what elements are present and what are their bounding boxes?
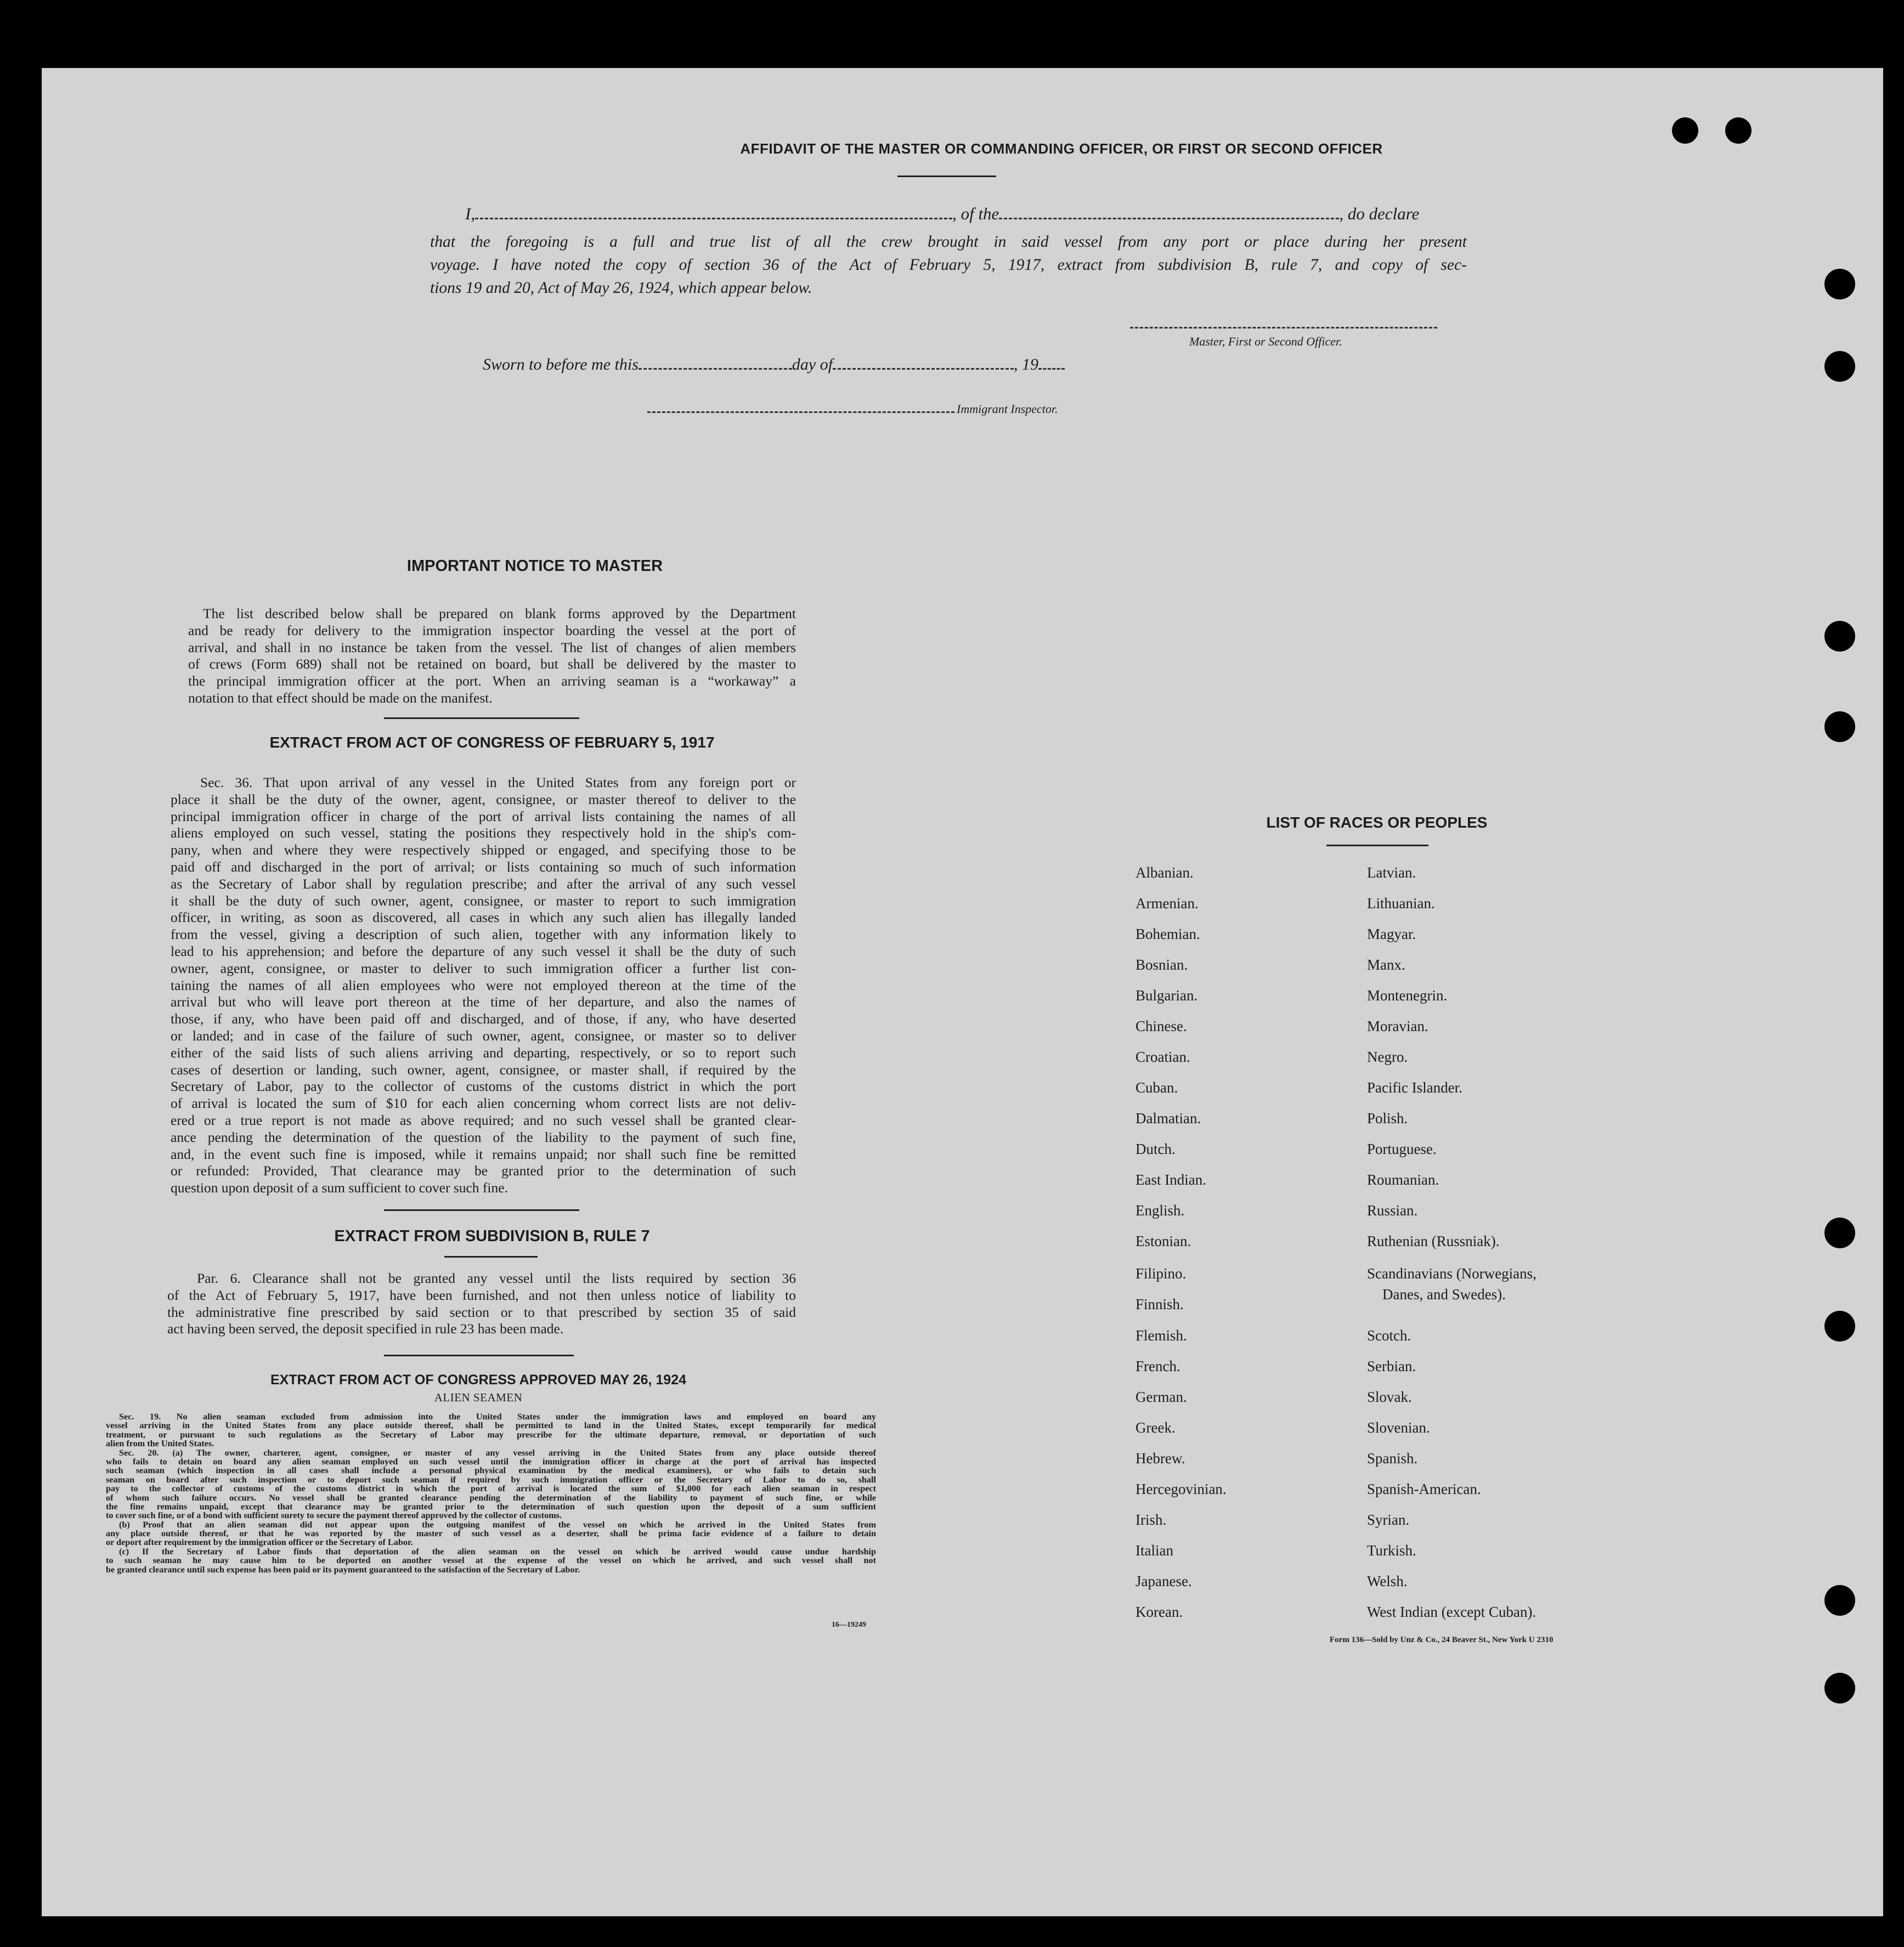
master-signature-caption: Master, First or Second Officer. — [1189, 335, 1342, 348]
race-item: Bosnian. — [1135, 956, 1188, 973]
sworn-year-field[interactable] — [1038, 368, 1065, 370]
rule-7-line: Par. 6. Clearance shall not be granted any vessel until the lists required by section 36 — [197, 1270, 796, 1286]
act-1924-heading: EXTRACT FROM ACT OF CONGRESS APPROVED MAY 26, 1924 — [270, 1372, 687, 1388]
act-1917-line: taining the names of all alien employees who were not employed thereon at the time of the — [171, 977, 796, 993]
declaration-of-the: , of the — [952, 204, 999, 223]
notice-heading: IMPORTANT NOTICE TO MASTER — [406, 557, 663, 575]
races-heading-rule — [1326, 845, 1428, 846]
act-1924-line: (b) Proof that an alien seaman did not appear upon the outgoing manifest of the vessel on which he arrived in the United States from — [119, 1519, 876, 1530]
act-1924-line: to cover such fine, or of a bond with sufficient surety to secure the payment thereof approved by the collector of customs. — [106, 1510, 562, 1521]
declaration-line: voyage. I have noted the copy of section 36 of the Act of February 5, 1917, extract from subdivision B, rule 7, and copy of sec- — [430, 256, 1467, 274]
race-item: Spanish. — [1367, 1450, 1418, 1467]
race-item: Russian. — [1367, 1202, 1418, 1219]
race-item: Dalmatian. — [1135, 1110, 1201, 1127]
act-1917-heading: EXTRACT FROM ACT OF CONGRESS OF FEBRUARY 5, 1917 — [269, 734, 715, 751]
act-1924-line: seaman on board after such inspection or to deport such seaman if required by such immigration officer or the Secretary of Labor to do so, shall — [106, 1474, 876, 1485]
affidavit-heading: AFFIDAVIT OF THE MASTER OR COMMANDING OFFICER, OR FIRST OR SECOND OFFICER — [740, 140, 1383, 157]
punch-hole-top-left — [1672, 117, 1698, 144]
race-item: Montenegrin. — [1367, 987, 1448, 1004]
race-item: Portuguese. — [1367, 1141, 1437, 1157]
act-1917-line: aliens employed on such vessel, stating the positions they respectively hold in the ship's com- — [171, 825, 796, 841]
declaration-line: that the foregoing is a full and true list of all the crew brought in said vessel from any port or place during her present — [430, 233, 1467, 251]
inspector-signature-field[interactable] — [647, 411, 954, 413]
act-1917-line: owner, agent, consignee, or master to deliver to such immigration officer a further list con- — [171, 960, 796, 976]
rule-7-divider — [384, 1355, 574, 1356]
race-item: Armenian. — [1135, 895, 1199, 912]
race-item: West Indian (except Cuban). — [1367, 1604, 1536, 1620]
declaration-line: tions 19 and 20, Act of May 26, 1924, which appear below. — [430, 279, 812, 297]
act-1917-line: those, if any, who have been paid off and discharged, and of those, if any, who have deserted — [171, 1011, 796, 1027]
punch-hole-right-3 — [1824, 621, 1855, 652]
act-1924-line: Sec. 20. (a) The owner, charterer, agent, consignee, or master of any vessel arriving in the United States from any place outside thereof — [119, 1447, 876, 1458]
race-item: Roumanian. — [1367, 1171, 1439, 1188]
race-item: Turkish. — [1367, 1542, 1416, 1559]
act-1917-line: Sec. 36. That upon arrival of any vessel in the United States from any foreign port or — [200, 774, 796, 790]
act-1924-line: treatment, or pursuant to such regulations as the Secretary of Labor may prescribe for the ultimate departure, removal, or deportation of such — [106, 1429, 876, 1440]
notice-line: and be ready for delivery to the immigration inspector boarding the vessel at the port of — [188, 622, 796, 638]
race-item: English. — [1135, 1202, 1185, 1219]
race-item: German. — [1135, 1389, 1187, 1405]
act-1917-line: arrival but who will leave port thereon at the time of her departure, and also the names of — [171, 994, 796, 1010]
rule-7-text — [167, 1270, 796, 1338]
act-1917-line: ered or a true report is not made as above required; and no such vessel shall be granted clear- — [171, 1112, 796, 1128]
act-1924-line: such seaman (which inspection in all cases shall include a personal physical examination by the medical examiners), or who fails to detain such — [106, 1465, 876, 1476]
act-1924-line: who fails to detain on board any alien seaman employed on such vessel until the immigration officer in charge at the port of arrival has inspected — [106, 1456, 876, 1467]
day-of-label: day of — [792, 355, 833, 373]
race-item: Croatian. — [1135, 1049, 1190, 1065]
act-1917-line: and, in the event such fine is imposed, while it remains unpaid; nor shall such fine be remitted — [171, 1146, 796, 1162]
form-footer: Form 136—Sold by Unz & Co., 24 Beaver St., New York U 2310 — [1330, 1635, 1553, 1644]
act-1917-line: paid off and discharged in the port of arrival; or lists containing so much of such information — [171, 858, 796, 875]
punch-hole-right-1 — [1824, 269, 1855, 299]
notice-line: the principal immigration officer at the port. When an arriving seaman is a “workaway” a — [188, 673, 796, 689]
race-item: Bohemian. — [1135, 926, 1200, 942]
race-item: Japanese. — [1135, 1573, 1192, 1589]
affidavit-declaration-line — [465, 204, 1467, 224]
race-item: Bulgarian. — [1135, 987, 1198, 1004]
act-1924-line: pay to the collector of customs of the customs district in which the port of arrival is located the sum of $1,000 for each alien seaman in respect — [106, 1484, 876, 1494]
rule-7-line: the administrative fine prescribed by said section or to that prescribed by section 35 of said — [167, 1304, 796, 1320]
rule-7-line: of the Act of February 5, 1917, have been furnished, and not then unless notice of liability to — [167, 1287, 796, 1303]
punch-hole-right-7 — [1824, 1585, 1855, 1616]
notice-line: notation to that effect should be made on the manifest. — [188, 689, 493, 706]
race-item: Greek. — [1135, 1419, 1176, 1436]
punch-hole-top-right — [1725, 117, 1752, 144]
race-item: Lithuanian. — [1367, 895, 1435, 912]
race-item: Albanian. — [1135, 864, 1194, 881]
act-1924-line: to such seaman he may cause him to be deported on another vessel at the expense of the vessel on which he arrived, and such vessel shall not — [106, 1555, 876, 1566]
act-1917-line: pany, when and where they were respectively shipped or engaged, and specifying those to be — [171, 842, 796, 858]
master-signature-field[interactable] — [1130, 327, 1437, 329]
act-1924-line: alien from the United States. — [106, 1439, 214, 1449]
notice-line: The list described below shall be prepared on blank forms approved by the Department — [203, 605, 796, 621]
race-item: Scandinavians (Norwegians, — [1367, 1265, 1536, 1282]
race-item: Estonian. — [1135, 1233, 1191, 1249]
rule-7-line: act having been served, the deposit specified in rule 23 has been made. — [167, 1321, 564, 1337]
vessel-name-field[interactable] — [999, 218, 1339, 219]
race-item: Chinese. — [1135, 1018, 1187, 1034]
notice-text — [188, 605, 796, 707]
act-1917-line: or refunded: Provided, That clearance may be granted prior to the determination of such — [171, 1163, 796, 1179]
races-heading: LIST OF RACES OR PEOPLES — [1266, 814, 1488, 831]
race-item: Welsh. — [1367, 1573, 1408, 1589]
act-1924-line: or deport after requirement by the immigration officer or the Secretary of Labor. — [106, 1537, 413, 1548]
act-1917-line: either of the said lists of such aliens arriving and departing, respectively, or so to report such — [171, 1044, 796, 1061]
race-item: Korean. — [1135, 1604, 1183, 1620]
race-item: Serbian. — [1367, 1358, 1416, 1374]
declaration-i: I, — [465, 204, 476, 223]
race-item: Latvian. — [1367, 864, 1416, 881]
race-item: Scotch. — [1367, 1327, 1411, 1344]
act-1924-line: the fine remains unpaid, except that clearance may be granted prior to the determination of such question upon the deposit of a sum sufficient — [106, 1501, 876, 1512]
race-item: Slovenian. — [1367, 1419, 1430, 1436]
act-1924-line: of whom such failure occurs. No vessel shall be granted clearance pending the determination of the liability to payment of such fine, or while — [106, 1492, 876, 1503]
declarant-name-field[interactable] — [475, 218, 952, 219]
year-label: , 19 — [1014, 355, 1039, 373]
act-1917-line: from the vessel, giving a description of such alien, together with any information likely to — [171, 926, 796, 943]
race-item: Slovak. — [1367, 1389, 1412, 1405]
notice-divider — [384, 717, 579, 719]
act-1917-line: question upon deposit of a sum sufficient to cover such fine. — [171, 1180, 508, 1196]
race-item: Syrian. — [1367, 1512, 1410, 1528]
act-1917-divider — [384, 1209, 579, 1211]
race-item: Moravian. — [1367, 1018, 1428, 1034]
race-item: Manx. — [1367, 956, 1405, 973]
notice-line: of crews (Form 689) shall not be retained on board, but shall be delivered by the master to — [188, 656, 796, 672]
act-1917-line: principal immigration officer in charge of the port of arrival lists containing the names of all — [171, 808, 796, 824]
race-item: Magyar. — [1367, 926, 1416, 942]
punch-hole-right-2 — [1824, 351, 1855, 382]
punch-hole-right-5 — [1824, 1218, 1855, 1248]
sworn-label: Sworn to before me this — [483, 355, 639, 373]
act-1917-line: officer, in writing, as soon as discovered, all cases in which any such alien has illegally landed — [171, 909, 796, 926]
notice-line: arrival, and shall in no instance be taken from the vessel. The list of changes of alien members — [188, 639, 796, 655]
race-item: Spanish-American. — [1367, 1481, 1481, 1497]
punch-hole-right-8 — [1824, 1673, 1855, 1703]
affidavit-declaration-text — [430, 230, 1467, 299]
affidavit-heading-rule — [897, 176, 996, 177]
act-1924-line: any place outside thereof, or that he was reported by the master of such vessel as a deserter, shall be prima facie evidence of a failure to detain — [106, 1529, 876, 1539]
sworn-day-field[interactable] — [639, 368, 792, 370]
race-item: Pacific Islander. — [1367, 1079, 1462, 1096]
act-1917-line: cases of desertion or landing, such owner, agent, consignee, or master shall, if required by the — [171, 1061, 796, 1078]
act-1917-line: as the Secretary of Labor shall by regulation prescribe; and after the arrival of any such vessel — [171, 875, 796, 892]
act-1924-subheading: ALIEN SEAMEN — [434, 1391, 523, 1404]
act-1924-text — [106, 1412, 876, 1574]
act-1917-line: place it shall be the duty of the owner, agent, consignee, or master thereof to deliver to the — [171, 791, 796, 807]
race-item: Polish. — [1367, 1110, 1408, 1127]
inspector-caption: Immigrant Inspector. — [957, 402, 1058, 416]
act-1917-line: Secretary of Labor, pay to the collector of customs of the customs district in which the port — [171, 1078, 796, 1095]
race-item: French. — [1135, 1358, 1180, 1374]
race-item: Finnish. — [1135, 1296, 1184, 1312]
rule-7-heading-rule — [444, 1256, 538, 1258]
declaration-do-declare: , do declare — [1339, 204, 1420, 223]
act-1924-form-code: 16—19249 — [832, 1621, 866, 1629]
act-1917-line: of arrival is located the sum of $10 for each alien concerning whom correct lists are not deliv- — [171, 1095, 796, 1112]
act-1924-line: vessel arriving in the United States from any place outside thereof, shall be permitted to land in the United States, except temporarily for medical — [106, 1420, 876, 1431]
sworn-month-field[interactable] — [833, 368, 1014, 370]
race-item: Danes, and Swedes). — [1382, 1286, 1506, 1303]
race-item: Dutch. — [1135, 1141, 1176, 1157]
act-1917-line: lead to his apprehension; and before the departure of any such vessel it shall be the duty of such — [171, 943, 796, 959]
race-item: Hercegovinian. — [1135, 1481, 1227, 1497]
act-1917-line: ance pending the determination of the question of the liability to the payment of such fine, — [171, 1129, 796, 1145]
race-item: Hebrew. — [1135, 1450, 1185, 1467]
act-1917-line: or landed; and in case of the failure of such owner, agent, consignee, or master so to deliver — [171, 1027, 796, 1044]
act-1917-text — [171, 774, 796, 1197]
punch-hole-right-6 — [1824, 1311, 1855, 1342]
race-item: Negro. — [1367, 1049, 1408, 1065]
act-1924-line: Sec. 19. No alien seaman excluded from admission into the United States under the immigration laws and employed on board any — [119, 1412, 876, 1422]
race-item: Filipino. — [1135, 1265, 1187, 1282]
rule-7-heading: EXTRACT FROM SUBDIVISION B, RULE 7 — [334, 1227, 650, 1245]
act-1924-line: (c) If the Secretary of Labor finds that deportation of the alien seaman on the vessel on which he arrived would cause undue hardship — [119, 1546, 876, 1557]
race-item: East Indian. — [1135, 1171, 1206, 1188]
act-1924-line: be granted clearance until such expense has been paid or its payment guaranteed to the satisfaction of the Secretary of Labor. — [106, 1564, 580, 1575]
act-1917-line: it shall be the duty of such owner, agent, consignee, or master to report to such immigration — [171, 892, 796, 909]
race-item: Ruthenian (Russniak). — [1367, 1233, 1500, 1249]
race-item: Flemish. — [1135, 1327, 1187, 1344]
sworn-line — [483, 355, 1065, 374]
race-item: Cuban. — [1135, 1079, 1178, 1096]
punch-hole-right-4 — [1824, 711, 1855, 742]
race-item: Irish. — [1135, 1512, 1167, 1528]
race-item: Italian — [1135, 1542, 1173, 1559]
